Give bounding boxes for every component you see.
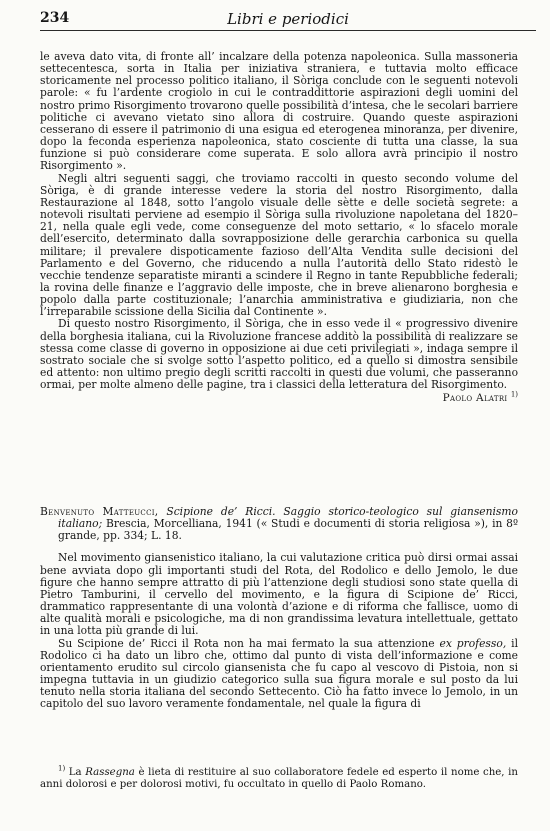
footnote-part: è lieta di restituire al suo collaboratore fedele ed esperto il nome che, in anni dolorosi e per dolorosi motivi, fu occultato in quello di Paolo Romano. [40,767,518,791]
bibliographic-citation [40,506,518,542]
footnote-mark: 1) [58,764,66,773]
signature-name: Paolo Alatri [442,392,508,405]
footnote [40,764,518,792]
journal-name: Rassegna [85,767,135,778]
paragraph: Negli altri seguenti saggi, che troviamo raccolti in questo secondo volume del Sòriga, è di grande interesse vedere la storia del nostro Risorgimento, dalla Restaurazione al 1848, sotto l’angolo visuale delle sètte e delle società segrete: a notevoli risultati perviene ad esempio il Sòriga sulla rivoluzione napoletana del 1820–21, nella quale egli vede, come conseguenze del moto settario, « lo sfacelo morale dell’esercito, determinato dalla sovrapposizione delle gerarchia carbonica su quella militare; il prevalere dispoticamente fazioso dell’Alta Vendita sulle decisioni del Parlamento e del Governo, che riducendo a nulla l’autorità dello Stato ridestò le vecchie tendenze separatiste miranti a scindere il Regno in tante Repubbliche federali; la rovina delle finanze e l’aggravio delle imposte, che in breve alienarono borghesia e popolo dalla parte costituzionale; l’anarchia amministrativa e giudiziaria, non che l’irreparabile scissione della Sicilia dal Continente ». [40,171,518,319]
paragraph-text: Su Scipione de’ Ricci il Rota non ha mai fermato la sua attenzione [58,636,435,650]
review-1 [40,51,518,405]
paragraph: le aveva dato vita, di fronte all’ incalzare della potenza napoleonica. Sulla massoneria settecentesca, sorta in Italia per iniziativa straniera, e tuttavia molto efficace storicamente nel processo politico italiano, il Sòriga conclude con le seguenti notevoli parole: « fu l’ardente crogiolo in cui le contraddittorie aspirazioni degli uomini del nostro primo Risorgimento trovarono quelle possibilità d’intesa, che le secolari barriere politiche ci avevano vietato sino allora di costruire. Quando queste aspirazioni cesserano di essere il patrimonio di una esigua ed eterogenea minoranza, per divenire, dopo la feconda esperienza napoleonica, stato cosciente di tutta una classe, la sua funzione si può considerare come superata. E solo allora avrà principio il nostro Risorgimento ». [40,50,518,173]
citation-publication: Brescia, Morcelliana, 1941 (« Studi e documenti di storia religiosa »), in 8º grande, pp. 334; L. 18. [58,517,518,543]
footnote-ref: 1) [510,390,518,399]
paragraph-text: il Rodolico ci ha dato un libro che, ottimo dal punto di vista dell’informazione e come orientamento erudito sul circolo giansenista che fu capo al vescovo di Pistoia, non si impegna tuttavia in un giudizio categorico sulla sua figura morale e sul posto da lui tenuto nella storia italiana del secondo Settecento. Ciò ha fatto invece lo Jemolo, in un capitolo del suo lavoro veramente fondamentale, nel quale la figura di [40,636,518,711]
paragraph: Di questo nostro Risorgimento, il Sòriga, che in esso vede il « progressivo divenire della borghesia italiana, cui la Rivoluzione francese additò la possibilità di realizzare se stessa come classe di governo in opposizione ai due ceti privilegiati », indaga sempre il sostrato sociale che si svolge sotto l’aspetto politico, ed a quello si dimostra sensibile ed attento: non ultimo pregio degli scritti raccolti in questi due volumi, che passeranno ormai, per molte almeno delle pagine, tra i classici della letteratura del Risorgimento. [40,317,518,392]
page-number: 234 [40,10,70,26]
paragraph: Nel movimento giansenistico italiano, la cui valutazione critica può dirsi ormai assai bene avviata dopo gli importanti studi del Rota, del Rodolico e dello Jemolo, le due figure che hanno sempre attratto di più l’attenzione degli studiosi sono state quella di Pietro Tamburini, il cervello del movimento, e la figura di Scipione de’ Ricci, drammatico rappresentante di una volontà d’azione e di riforma che fallisce, uomo di alte qualità morali e psicologiche, ma di non grandissima levatura intellettuale, gettato in una lotta più grande di lui. [40,551,518,638]
footnote-text [40,764,518,792]
footnote-part: La [68,767,82,778]
signature [40,392,518,404]
latin-phrase: ex professo, [439,636,507,650]
running-title: Libri e periodici [227,10,349,28]
citation-author: Benvenuto Matteucci, [40,505,159,518]
review-2 [40,506,518,711]
paragraph [40,638,518,711]
page-header [40,10,536,31]
citation-title: Scipione de’ Ricci. Saggio storico-teologico sul giansenismo italiano; [58,505,518,531]
